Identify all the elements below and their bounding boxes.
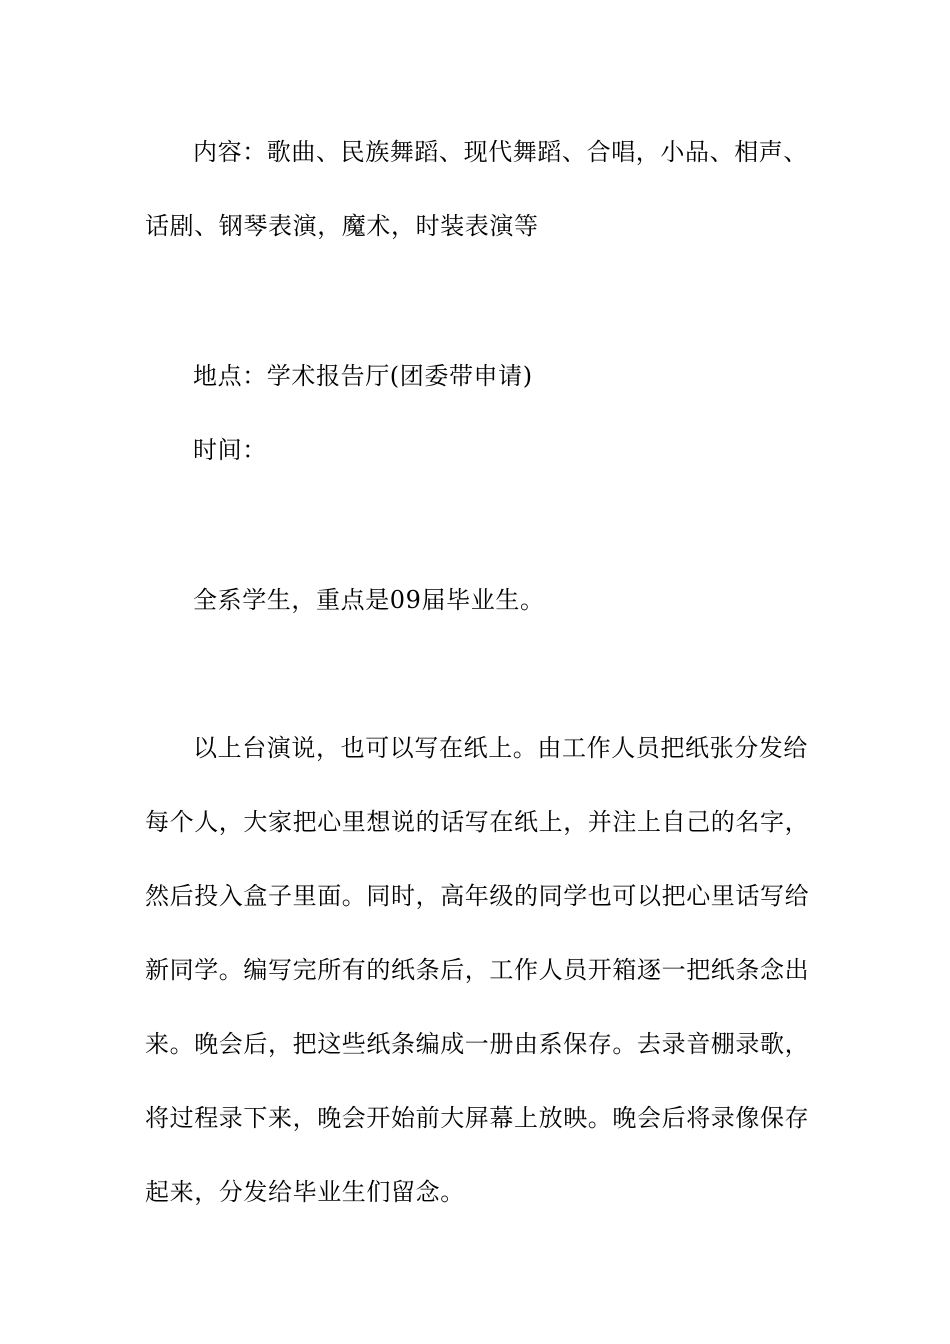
paragraph-activity [145, 711, 810, 1229]
text-line: 时间： [193, 436, 267, 464]
text-line: 每个人，大家把心里想说的话写在纸上，并注上自己的名字， [145, 808, 810, 836]
text-line: 将过程录下来，晚会开始前大屏幕上放映。晚会后将录像保存 [145, 1104, 810, 1132]
text-line: 新同学。编写完所有的纸条后，工作人员开箱逐一把纸条念出 [145, 956, 810, 984]
paragraph-location [145, 339, 805, 413]
paragraph-content [145, 115, 808, 263]
text-line: 话剧、钢琴表演，魔术，时装表演等 [145, 212, 539, 240]
text-line: 地点：学术报告厅(团委带申请) [193, 362, 533, 390]
paragraph-time [145, 413, 805, 487]
text-line: 来。晚会后，把这些纸条编成一册由系保存。去录音棚录歌， [145, 1030, 810, 1058]
text-line: 起来，分发给毕业生们留念。 [145, 1178, 465, 1206]
paragraph-audience [145, 563, 805, 637]
text-line: 全系学生，重点是09届毕业生。 [193, 586, 545, 614]
text-line: 以上台演说，也可以写在纸上。由工作人员把纸张分发给 [193, 734, 808, 762]
text-line: 然后投入盒子里面。同时，高年级的同学也可以把心里话写给 [145, 882, 810, 910]
text-line: 内容：歌曲、民族舞蹈、现代舞蹈、合唱，小品、相声、 [193, 138, 808, 166]
